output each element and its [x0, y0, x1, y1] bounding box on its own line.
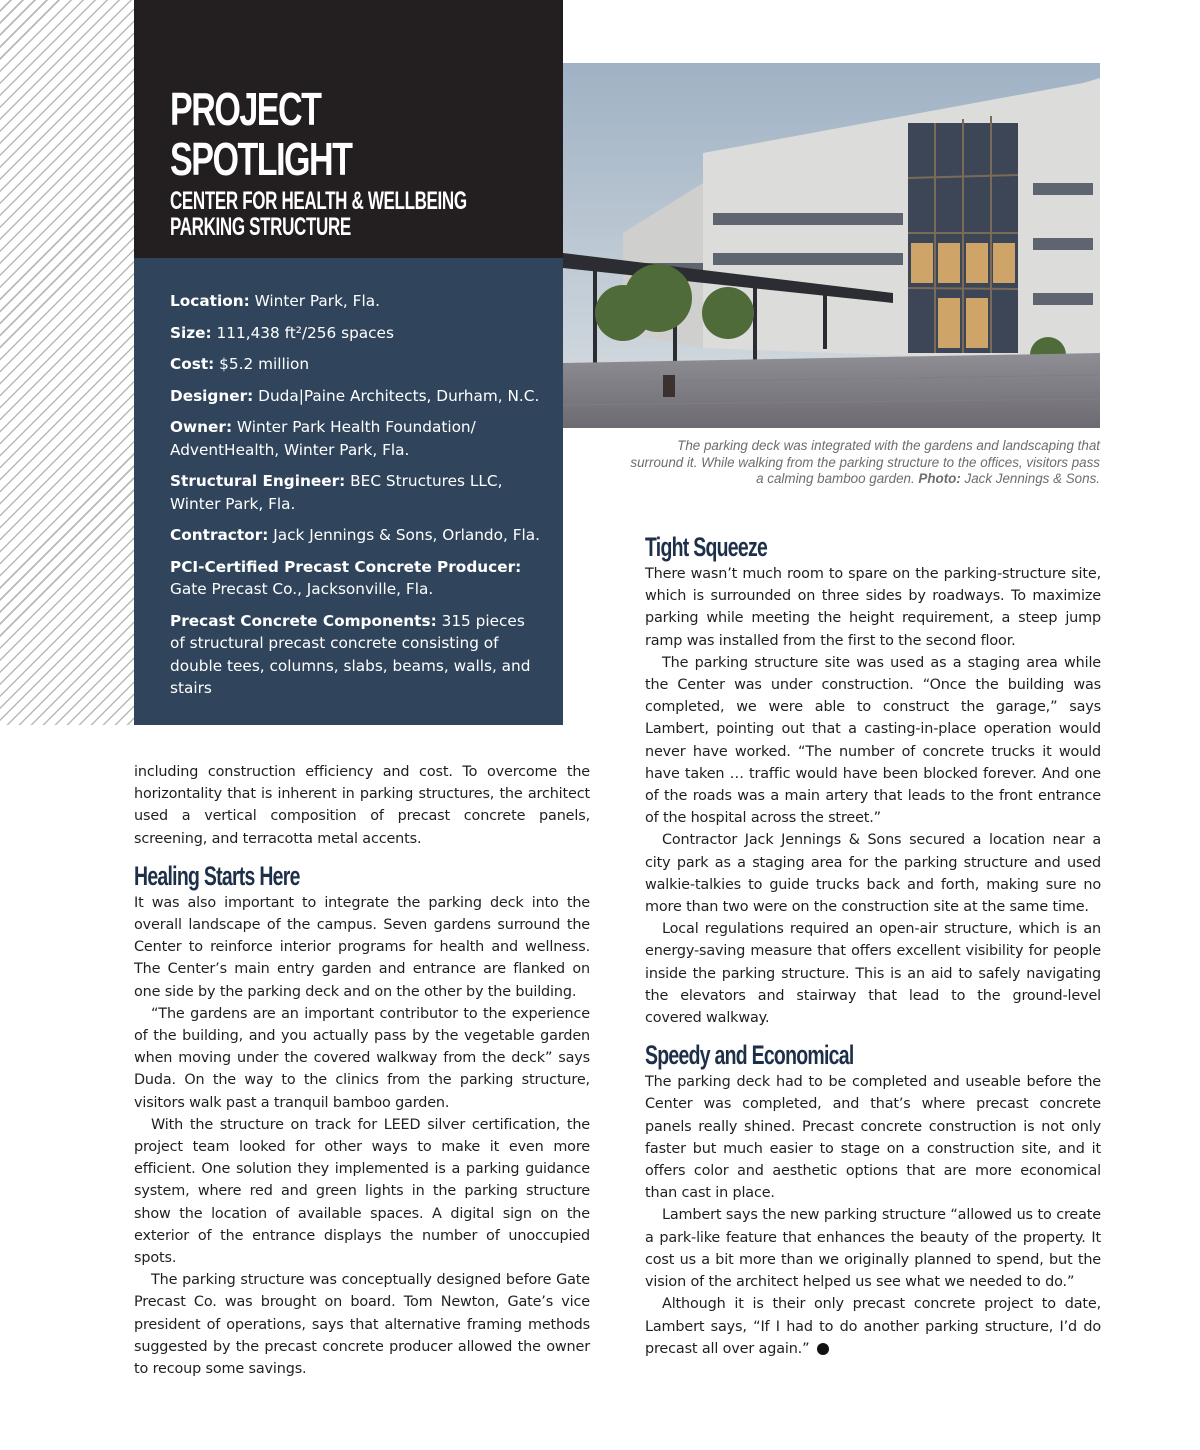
building-illustration	[563, 63, 1100, 428]
project-name: CENTER FOR HEALTH & WELLBEING PARKING STRUCTURE	[170, 187, 467, 241]
body-paragraph: “The gardens are an important contributor to the experience of the building, and you actually pass by the vegetable garden when moving under the covered walkway from the deck” says Duda. On the way to the clinics from the parking structure, visitors walk past a tranquil bamboo garden.	[134, 1005, 590, 1111]
body-paragraph: There wasn’t much room to spare on the parking-structure site, which is surrounded on three sides by roadways. To maximize parking while meeting the height requirement, a steep jump ramp was installed from the first to the second floor.	[645, 566, 1101, 649]
section-heading-healing: Healing Starts Here	[134, 860, 300, 891]
body-paragraph: The parking deck had to be completed and useable before the Center was completed, and that’s where precast concrete panels really shined. Precast concrete construction is not only faster but much easier to stage on a construction site, and it offers color and aesthetic options that are more economical than cast in place.	[645, 1074, 1101, 1202]
body-paragraph: With the structure on track for LEED silver certification, the project team looked for other ways to make it even more efficient. One solution they implemented is a parking guidance system, where red and green lights in the parking structure show the location of available spaces. A digital sign on the exterior of the entrance displays the number of unoccupied spots.	[134, 1116, 590, 1267]
end-of-article-mark	[817, 1343, 829, 1355]
section-heading-speedy-economical: Speedy and Economical	[645, 1040, 854, 1071]
fact-structural-engineer: Structural Engineer: BEC Structures LLC, Winter Park, Fla.	[170, 472, 503, 513]
final-paragraph: Although it is their only precast concrete project to date, Lambert says, “If I had to do another parking structure, I’d do precast all over again.”	[645, 1296, 1101, 1357]
parking-structure-photo	[563, 63, 1100, 428]
diagonal-hatch-decoration	[0, 0, 134, 725]
section-heading-tight-squeeze: Tight Squeeze	[645, 532, 768, 562]
photo-caption: The parking deck was integrated with the gardens and landscaping that surround it. While walking from the parking structure to the offices, visitors pass a calming bamboo garden. Photo: Jack Jennings & Sons.	[630, 438, 1100, 486]
project-facts-panel	[134, 258, 563, 725]
fact-owner: Owner: Winter Park Health Foundation/ AdventHealth, Winter Park, Fla.	[170, 418, 476, 459]
page-title: PROJECT SPOTLIGHT	[170, 83, 352, 185]
body-paragraph: The parking structure was conceptually designed before Gate Precast Co. was brought on board. Tom Newton, Gate’s vice president of operations, says that alternative framing methods suggested by the precast concrete producer allowed the owner to recoup some savings.	[134, 1272, 590, 1378]
fact-precast-components: Precast Concrete Components: 315 pieces of structural precast concrete consisting of double tees, columns, slabs, beams, walls, and stairs	[170, 611, 531, 697]
body-paragraph: Lambert says the new parking structure “allowed us to create a park-like feature that enhances the beauty of the property. It cost us a bit more than we originally planned to spend, but the vision of the architect helped us see what we needed to do.”	[645, 1207, 1101, 1291]
fact-cost: Cost: $5.2 million	[170, 355, 310, 373]
project-facts-list	[170, 290, 540, 709]
body-paragraph: The parking structure site was used as a staging area while the Center was under construction. “Once the building was completed, we were able to construct the garage,” says Lambert, pointing out that a casting-in-place operation would never have worked. “The number of concrete trucks it would have taken … traffic would have been blocked forever. And one of the roads was a main artery that leads to the front entrance of the hospital across the street.”	[645, 654, 1101, 827]
fact-precast-producer: PCI-Certified Precast Concrete Producer: Gate Precast Co., Jacksonville, Fla.	[170, 557, 522, 598]
right-column	[645, 532, 1101, 1360]
fact-designer: Designer: Duda|Paine Architects, Durham, N.C.	[170, 386, 540, 405]
body-paragraph: Contractor Jack Jennings & Sons secured a location near a city park as a staging area for the parking structure and used walkie-talkies to guide trucks back and forth, making sure no more than two were on the construction site at the same time.	[645, 832, 1101, 916]
fact-contractor: Contractor: Jack Jennings & Sons, Orlando, Fla.	[170, 526, 541, 544]
intro-paragraph: including construction efficiency and cost. To overcome the horizontality that is inherent in parking structures, the architect used a vertical composition of precast concrete panels, screening, and terracotta metal accents.	[134, 764, 590, 847]
fact-location: Location: Winter Park, Fla.	[170, 292, 380, 310]
body-paragraph: It was also important to integrate the parking deck into the overall landscape of the campus. Seven gardens surround the Center to reinforce interior programs for health and wellness. The Center’s main entry garden and entrance are flanked on one side by the parking deck and on the other by the building.	[134, 894, 590, 1000]
title-panel	[134, 0, 563, 258]
fact-size: Size: 111,438 ft²/256 spaces	[170, 323, 394, 342]
body-paragraph: Local regulations required an open-air structure, which is an energy-saving measure that offers excellent visibility for people inside the parking structure. This is an aid to safely navigating the elevators and stairway that lead to the ground-level covered walkway.	[645, 921, 1101, 1027]
left-column	[134, 761, 590, 1380]
